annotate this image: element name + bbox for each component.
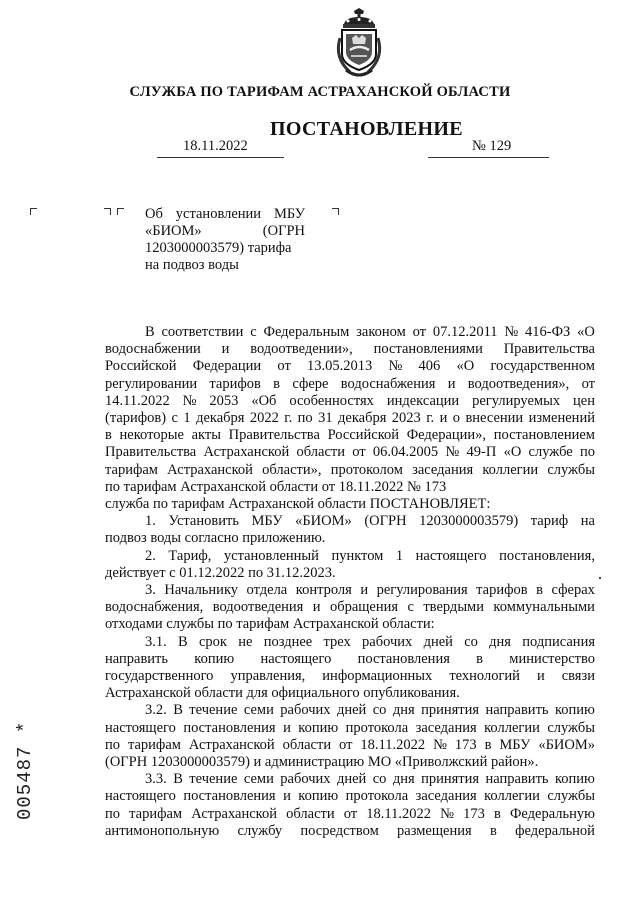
subject-word: Об xyxy=(145,206,163,222)
body-line: тарифам Астраханской области», протоколом заседания коллегии службы xyxy=(105,461,595,478)
subject-word: «БИОМ» xyxy=(145,223,202,239)
stray-mark xyxy=(599,577,601,579)
document-date: 18.11.2022 xyxy=(183,138,248,154)
body-line: 1. Установить МБУ «БИОМ» (ОГРН 1203000003579) тариф на xyxy=(145,513,595,530)
coat-of-arms-emblem xyxy=(332,8,386,82)
body-line: в некоторые акты Правительства Российской Федерации», постановлением xyxy=(105,427,595,444)
body-line: 2. Тариф, установленный пунктом 1 настоящего постановления, xyxy=(145,547,595,564)
body-line: Правительства Астраханской области от 06.04.2005 № 49-П «О службе по xyxy=(105,444,595,461)
agency-name: СЛУЖБА ПО ТАРИФАМ АСТРАХАНСКОЙ ОБЛАСТИ xyxy=(129,84,511,100)
body-paragraph xyxy=(105,771,595,840)
body-paragraph xyxy=(105,513,595,547)
body-line: 3.2. В течение семи рабочих дней со дня принятия направить копию xyxy=(145,702,595,719)
body-line: 14.11.2022 № 2053 «Об особенностях индексации регулируемых цен xyxy=(105,392,595,409)
body-paragraph xyxy=(105,702,595,771)
body-line: 3.3. В течение семи рабочих дней со дня принятия направить копию xyxy=(145,771,595,788)
corner-bracket-mid-right xyxy=(104,208,111,215)
body-line: (ОГРН 1203000003579) и администрацию МО «Приволжский район». xyxy=(105,754,539,771)
body-line: отходами службы по тарифам Астраханской области: xyxy=(105,616,435,633)
body-paragraph xyxy=(105,582,595,634)
date-underline xyxy=(157,157,284,158)
body-line: государственного управления, информационных технологий и связи xyxy=(105,668,595,685)
body-paragraph xyxy=(105,324,595,496)
subject-line: 1203000003579) тарифа xyxy=(145,240,292,256)
subject-word: (ОГРН xyxy=(262,223,305,239)
body-line: настоящего постановления и копию протокола заседания коллегии службы xyxy=(105,719,595,736)
body-line: действует с 01.12.2022 по 31.12.2023. xyxy=(105,564,336,581)
document-body xyxy=(105,324,595,840)
body-line: настоящего постановления и копию протокола заседания коллегии службы xyxy=(105,788,595,805)
body-line: водоснабжения, водоотведения и обращения с твердыми коммунальными xyxy=(105,599,595,616)
subject-line xyxy=(145,206,305,223)
subject-word: МБУ xyxy=(274,206,305,222)
corner-bracket-mid-left xyxy=(117,208,124,215)
subject-line xyxy=(145,223,305,240)
document-number: № 129 xyxy=(472,138,512,154)
body-line: по тарифам Астраханской области от 18.11.2022 № 173 в Федеральную xyxy=(105,805,595,822)
body-line: (тарифов) с 1 декабря 2022 г. по 31 декабря 2023 г. и о внесении изменений xyxy=(105,410,595,427)
document-type: ПОСТАНОВЛЕНИЕ xyxy=(270,118,463,140)
body-paragraph xyxy=(105,496,595,513)
body-line: по тарифам Астраханской области от 18.11.2022 № 173 xyxy=(105,478,447,495)
body-paragraph xyxy=(105,548,595,582)
body-line: антимонопольную службу посредством размещения в федеральной xyxy=(105,822,595,839)
body-line: Астраханской области для официального опубликования. xyxy=(105,685,460,702)
number-underline xyxy=(428,157,549,158)
body-line: водоснабжении и водоотведении», постановлениями Правительства xyxy=(105,341,595,358)
subject-line: на подвоз воды xyxy=(145,257,239,273)
registration-stamp: 005487 * xyxy=(14,720,36,820)
body-paragraph xyxy=(105,634,595,703)
subject-word: установлении xyxy=(175,206,262,222)
body-line: 3.1. В срок не позднее трех рабочих дней со дня подписания xyxy=(145,633,595,650)
body-line: 3. Начальнику отдела контроля и регулирования тарифов в сферах xyxy=(145,582,595,599)
body-line: Российской Федерации от 13.05.2013 № 406 «О государственном xyxy=(105,358,595,375)
body-line: подвоз воды согласно приложению. xyxy=(105,530,326,547)
body-line: направить копию настоящего постановления в министерство xyxy=(105,650,595,667)
document-subject xyxy=(145,206,305,274)
body-line: В соответствии с Федеральным законом от 07.12.2011 № 416-ФЗ «О xyxy=(145,324,595,340)
body-line: по тарифам Астраханской области от 18.11.2022 № 173 в МБУ «БИОМ» xyxy=(105,736,595,753)
corner-bracket-right xyxy=(332,208,339,215)
body-line: служба по тарифам Астраханской области ПОСТАНОВЛЯЕТ: xyxy=(105,496,491,513)
corner-bracket-left xyxy=(30,208,37,215)
body-line: регулировании тарифов в сфере водоснабжения и водоотведения», от xyxy=(105,375,595,392)
